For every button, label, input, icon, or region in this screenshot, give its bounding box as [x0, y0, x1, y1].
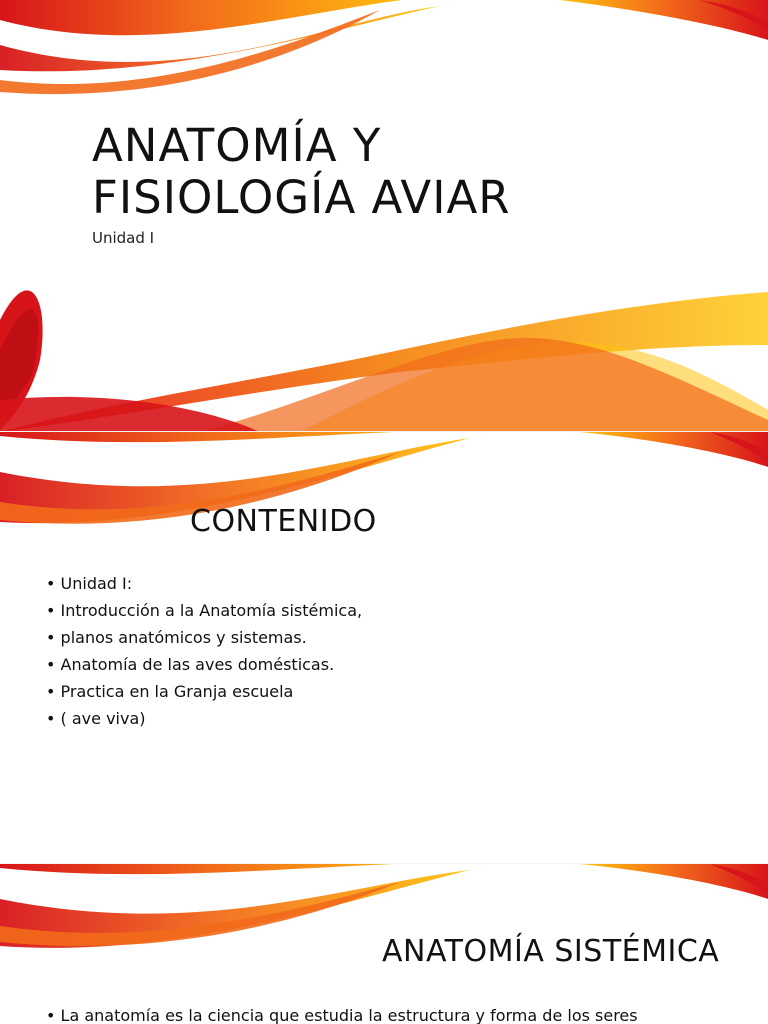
- list-item: • Anatomía de las aves domésticas.: [46, 651, 362, 678]
- content-slide: [0, 432, 768, 864]
- slide-heading: CONTENIDO: [190, 504, 377, 539]
- list-item: • Introducción a la Anatomía sistémica,: [46, 597, 362, 624]
- slide-heading: ANATOMÍA SISTÉMICA: [382, 934, 720, 969]
- slide-subtitle: Unidad I: [92, 229, 155, 247]
- bullet-list: [46, 1002, 638, 1024]
- slide-title: [92, 120, 511, 224]
- list-item: • ( ave viva): [46, 705, 362, 732]
- title-line-2: FISIOLOGÍA AVIAR: [92, 171, 511, 224]
- decorative-swoosh: [0, 432, 768, 552]
- list-item: • Unidad I:: [46, 570, 362, 597]
- list-item: • planos anatómicos y sistemas.: [46, 624, 362, 651]
- anatomy-slide: [0, 864, 768, 1024]
- list-item: • Practica en la Granja escuela: [46, 678, 362, 705]
- title-line-1: ANATOMÍA Y: [92, 119, 382, 172]
- title-slide: [0, 0, 768, 432]
- list-item: • La anatomía es la ciencia que estudia la estructura y forma de los seres: [46, 1002, 638, 1024]
- bullet-list: [46, 570, 362, 732]
